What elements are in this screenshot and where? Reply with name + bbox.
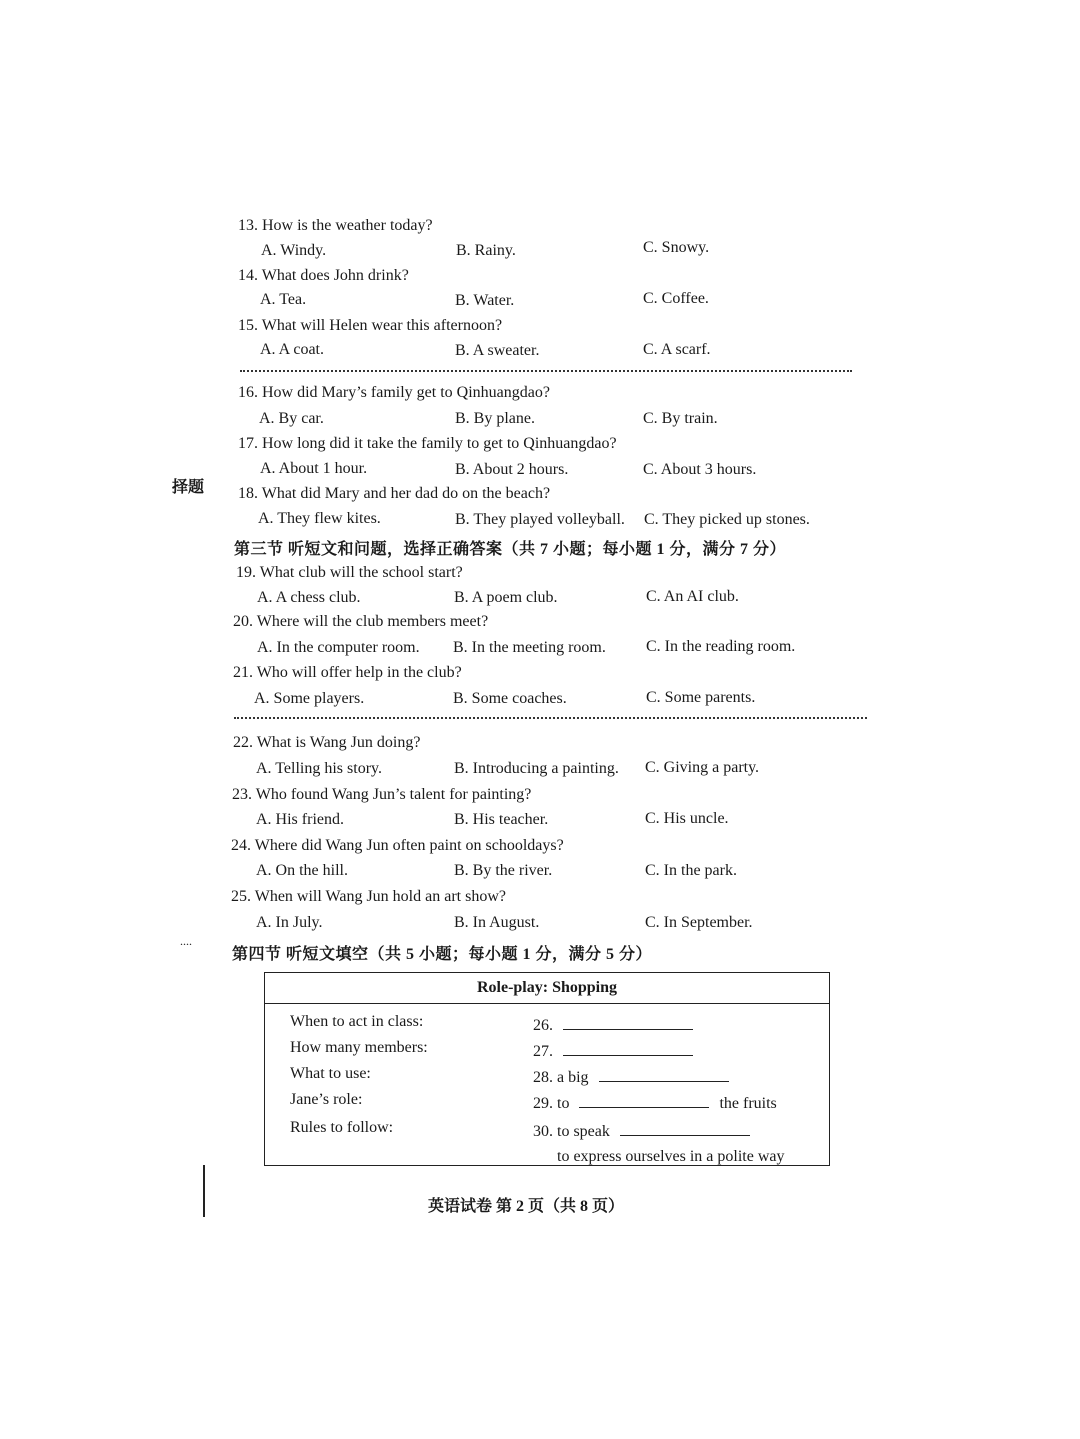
question-13: 13. How is the weather today? xyxy=(238,217,433,234)
option-14c: C. Coffee. xyxy=(643,290,709,307)
answer-suffix-29: the fruits xyxy=(719,1095,777,1112)
option-22b: B. Introducing a painting. xyxy=(454,760,619,777)
option-16a: A. By car. xyxy=(259,410,324,427)
question-19: 19. What club will the school start? xyxy=(236,564,463,581)
option-25b: B. In August. xyxy=(454,914,540,931)
page-footer: 英语试卷 第 2 页（共 8 页） xyxy=(428,1198,625,1215)
option-15a: A. A coat. xyxy=(260,341,324,358)
answer-number-28: 28. xyxy=(533,1069,553,1086)
question-23: 23. Who found Wang Jun’s talent for painting? xyxy=(232,786,532,803)
option-23a: A. His friend. xyxy=(256,811,344,828)
option-20b: B. In the meeting room. xyxy=(453,639,606,656)
option-23b: B. His teacher. xyxy=(454,811,549,828)
question-24: 24. Where did Wang Jun often paint on schooldays? xyxy=(231,837,564,854)
question-25: 25. When will Wang Jun hold an art show? xyxy=(231,888,506,905)
option-24a: A. On the hill. xyxy=(256,862,348,879)
answer-blank-29[interactable] xyxy=(579,1093,709,1108)
option-17c: C. About 3 hours. xyxy=(643,461,757,478)
section-4-heading: 第四节 听短文填空（共 5 小题；每小题 1 分，满分 5 分） xyxy=(232,946,653,963)
answer-blank-30[interactable] xyxy=(620,1121,750,1136)
option-22a: A. Telling his story. xyxy=(256,760,382,777)
option-17b: B. About 2 hours. xyxy=(455,461,569,478)
margin-marks: .... xyxy=(180,934,192,948)
answer-prefix-28: a big xyxy=(557,1069,589,1086)
dotted-divider-1 xyxy=(240,370,852,372)
question-20: 20. Where will the club members meet? xyxy=(233,613,489,630)
option-18c: C. They picked up stones. xyxy=(644,511,810,528)
option-22c: C. Giving a party. xyxy=(645,759,760,776)
question-17: 17. How long did it take the family to get to Qinhuangdao? xyxy=(238,435,617,452)
answer-blank-28[interactable] xyxy=(599,1067,729,1082)
row-answer-28 xyxy=(533,1067,729,1087)
option-14b: B. Water. xyxy=(455,292,515,309)
option-18b: B. They played volleyball. xyxy=(455,511,625,528)
margin-label: 择题 xyxy=(172,479,205,496)
option-19a: A. A chess club. xyxy=(257,589,361,606)
option-19b: B. A poem club. xyxy=(454,589,558,606)
row-answer-27 xyxy=(533,1041,693,1061)
table-title: Role-play: Shopping xyxy=(265,973,829,1004)
option-18a: A. They flew kites. xyxy=(258,510,381,527)
row-answer-30 xyxy=(533,1121,750,1141)
question-16: 16. How did Mary’s family get to Qinhuangdao? xyxy=(238,384,550,401)
question-14: 14. What does John drink? xyxy=(238,267,409,284)
option-20a: A. In the computer room. xyxy=(257,639,420,656)
answer-number-30: 30. xyxy=(533,1123,553,1140)
row-label-27: How many members: xyxy=(290,1039,428,1056)
option-21c: C. Some parents. xyxy=(646,689,756,706)
row-label-30: Rules to follow: xyxy=(290,1119,394,1136)
question-18: 18. What did Mary and her dad do on the beach? xyxy=(238,485,551,502)
row-label-28: What to use: xyxy=(290,1065,371,1082)
option-17a: A. About 1 hour. xyxy=(260,460,368,477)
option-13c: C. Snowy. xyxy=(643,239,710,256)
option-21b: B. Some coaches. xyxy=(453,690,567,707)
option-19c: C. An AI club. xyxy=(646,588,739,605)
answer-number-29: 29. xyxy=(533,1095,553,1112)
margin-line xyxy=(203,1165,205,1217)
option-16c: C. By train. xyxy=(643,410,718,427)
option-25a: A. In July. xyxy=(256,914,323,931)
question-15: 15. What will Helen wear this afternoon? xyxy=(238,317,503,334)
option-23c: C. His uncle. xyxy=(645,810,729,827)
question-21: 21. Who will offer help in the club? xyxy=(233,664,462,681)
answer-number-26: 26. xyxy=(533,1017,553,1034)
option-14a: A. Tea. xyxy=(260,291,307,308)
answer-blank-27[interactable] xyxy=(563,1041,693,1056)
row-label-26: When to act in class: xyxy=(290,1013,424,1030)
answer-prefix-30: to speak xyxy=(557,1123,610,1140)
option-16b: B. By plane. xyxy=(455,410,535,427)
row-answer-26 xyxy=(533,1015,693,1035)
answer-number-27: 27. xyxy=(533,1043,553,1060)
option-20c: C. In the reading room. xyxy=(646,638,796,655)
option-15b: B. A sweater. xyxy=(455,342,540,359)
row-30-continuation: to express ourselves in a polite way xyxy=(557,1148,785,1165)
option-13b: B. Rainy. xyxy=(456,242,516,259)
dotted-divider-2 xyxy=(234,717,867,719)
row-answer-29 xyxy=(533,1093,777,1113)
option-24c: C. In the park. xyxy=(645,862,737,879)
row-label-29: Jane’s role: xyxy=(290,1091,363,1108)
option-25c: C. In September. xyxy=(645,914,753,931)
answer-blank-26[interactable] xyxy=(563,1015,693,1030)
section-3-heading: 第三节 听短文和问题，选择正确答案（共 7 小题；每小题 1 分，满分 7 分） xyxy=(234,541,787,558)
answer-prefix-29: to xyxy=(557,1095,570,1112)
option-15c: C. A scarf. xyxy=(643,341,711,358)
option-24b: B. By the river. xyxy=(454,862,553,879)
option-21a: A. Some players. xyxy=(254,690,365,707)
role-play-table xyxy=(264,972,830,1166)
question-22: 22. What is Wang Jun doing? xyxy=(233,734,421,751)
option-13a: A. Windy. xyxy=(261,242,327,259)
